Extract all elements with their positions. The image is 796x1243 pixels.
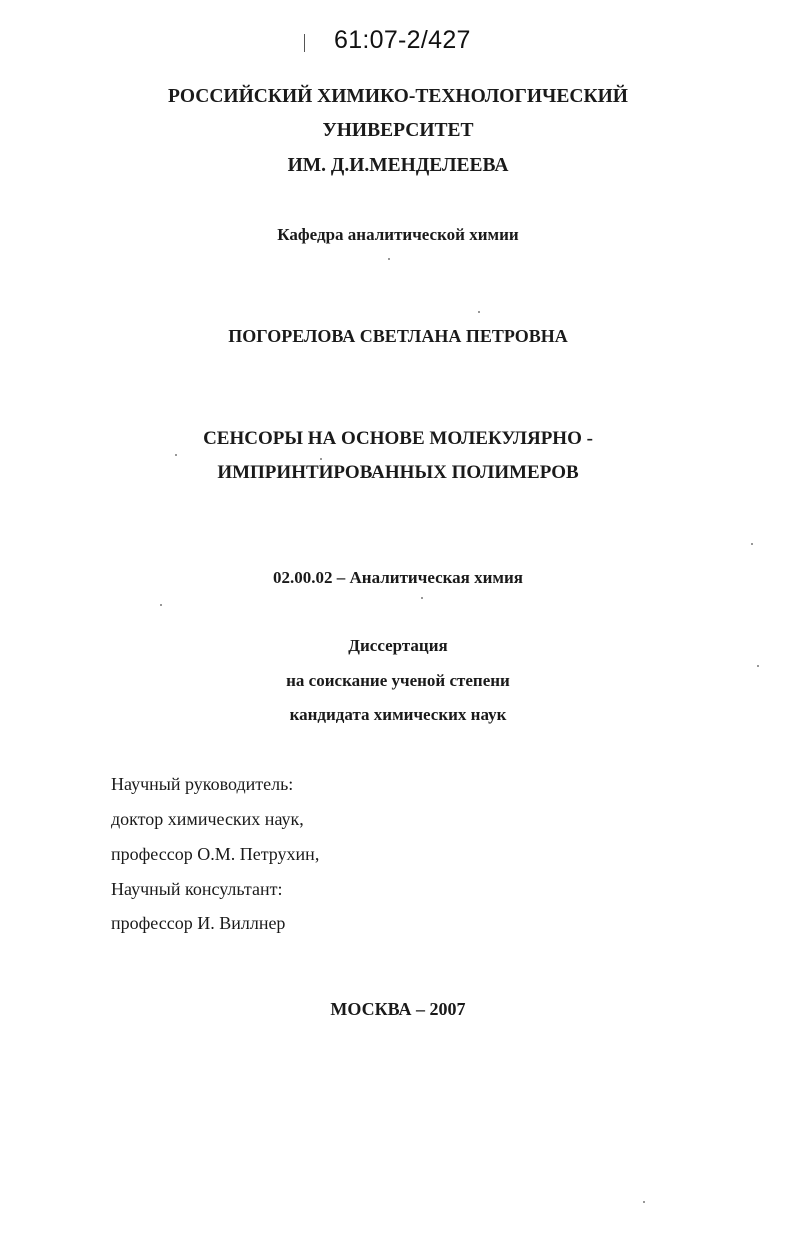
scan-speck bbox=[643, 1201, 645, 1203]
scan-speck bbox=[388, 258, 390, 260]
university-line-3: ИМ. Д.И.МЕНДЕЛЕЕВА bbox=[287, 155, 509, 176]
title-line-1: СЕНСОРЫ НА ОСНОВЕ МОЛЕКУЛЯРНО - bbox=[203, 428, 593, 449]
catalog-number: 61:07-2/427 bbox=[334, 26, 471, 54]
scan-speck bbox=[757, 665, 759, 667]
department: Кафедра аналитической химии bbox=[277, 225, 519, 244]
university-line-2: УНИВЕРСИТЕТ bbox=[322, 120, 474, 141]
scan-speck bbox=[160, 604, 162, 606]
scan-speck bbox=[175, 454, 177, 456]
dissertation-line-2: на соискание ученой степени bbox=[286, 671, 510, 690]
supervisor-line: Научный консультант: bbox=[111, 879, 283, 899]
specialty: 02.00.02 – Аналитическая химия bbox=[273, 568, 523, 587]
title-line-2: ИМПРИНТИРОВАННЫХ ПОЛИМЕРОВ bbox=[217, 462, 579, 483]
city-year: МОСКВА – 2007 bbox=[330, 999, 466, 1019]
dissertation-line-3: кандидата химических наук bbox=[289, 705, 507, 724]
scan-speck bbox=[320, 458, 322, 460]
supervisor-line: Научный руководитель: bbox=[111, 774, 294, 794]
supervisor-line: доктор химических наук, bbox=[111, 809, 304, 829]
author-name: ПОГОРЕЛОВА СВЕТЛАНА ПЕТРОВНА bbox=[228, 326, 568, 346]
scan-speck bbox=[421, 597, 423, 599]
scan-speck bbox=[478, 311, 480, 313]
supervisor-line: профессор О.М. Петрухин, bbox=[111, 844, 320, 864]
dissertation-line-1: Диссертация bbox=[348, 636, 448, 655]
supervisor-line: профессор И. Виллнер bbox=[111, 913, 286, 933]
scan-speck bbox=[751, 543, 753, 545]
scan-mark bbox=[304, 34, 305, 52]
university-line-1: РОССИЙСКИЙ ХИМИКО-ТЕХНОЛОГИЧЕСКИЙ bbox=[168, 86, 628, 107]
